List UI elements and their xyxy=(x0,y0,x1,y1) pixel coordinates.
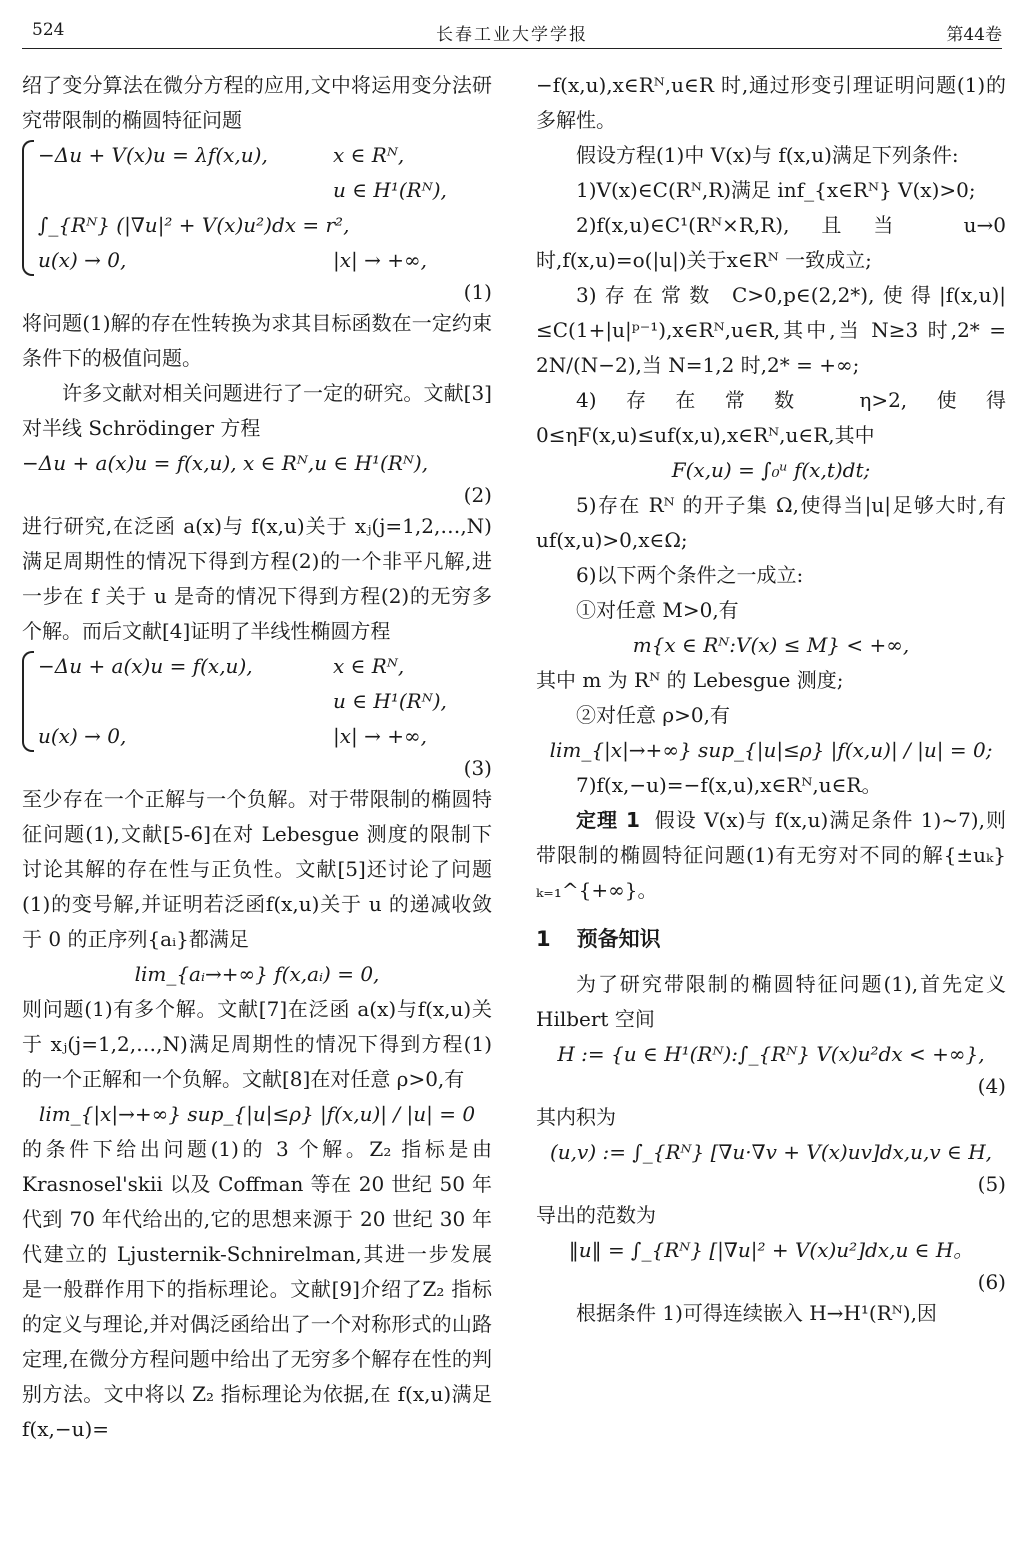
equation-number: (2) xyxy=(463,483,492,507)
paragraph: 至少存在一个正解与一个负解。对于带限制的椭圆特征问题(1),文献[5-6]在对 Lebesgue 测度的限制下讨论其解的存在性与正负性。文献[5]还讨论了问题(1)的变号解,并证明若泛函f(x,u)关于 u 的递减收敛于 0 的正序列{aᵢ}都满足 xyxy=(22,787,492,951)
equation-4: H := {u ∈ H¹(Rᴺ):∫_{Rᴺ} V(x)u²dx < +∞}, xyxy=(557,1042,985,1066)
condition-4: 4)存在常数 η>2,使得 0≤ηF(x,u)≤uf(x,u),x∈Rᴺ,u∈R,其中 xyxy=(536,388,1006,447)
paragraph: 将问题(1)解的存在性转换为求其目标函数在一定约束条件下的极值问题。 xyxy=(22,311,492,370)
paragraph: 其中 m 为 Rᴺ 的 Lebesgue 测度; xyxy=(536,668,844,692)
equation-F: F(x,u) = ∫₀ᵘ f(x,t)dt; xyxy=(671,458,871,482)
theorem-label: 定理 1 xyxy=(576,808,640,832)
eq-line: |x| → +∞, xyxy=(333,724,428,748)
paragraph: 为了研究带限制的椭圆特征问题(1),首先定义 Hilbert 空间 xyxy=(536,972,1006,1031)
condition-2: 2)f(x,u)∈C¹(Rᴺ×R,R),且当 u→0 时,f(x,u)=o(|u|)关于x∈Rᴺ 一致成立; xyxy=(536,213,1006,272)
eq-line: u(x) → 0, xyxy=(38,724,127,748)
left-column xyxy=(22,68,492,1447)
equation-2: −Δu + a(x)u = f(x,u), x ∈ Rᴺ,u ∈ H¹(Rᴺ), xyxy=(22,451,429,475)
section-title: 预备知识 xyxy=(576,927,661,951)
equation-number: (3) xyxy=(463,756,492,780)
eq-line: x ∈ Rᴺ, xyxy=(333,654,405,678)
eq-line: u(x) → 0, xyxy=(38,248,127,272)
condition-7: 7)f(x,−u)=−f(x,u),x∈Rᴺ,u∈R。 xyxy=(576,773,882,797)
paragraph: 许多文献对相关问题进行了一定的研究。文献[3]对半线 Schrödinger 方程 xyxy=(22,381,492,440)
equation-5: (u,v) := ∫_{Rᴺ} [∇u·∇v + V(x)uv]dx,u,v ∈ H, xyxy=(549,1140,992,1164)
paragraph: 的条件下给出问题(1)的 3 个解。Z₂ 指标是由Krasnosel'skii 以及 Coffman 等在 20 世纪 50 年代到 70 年代给出的,它的思想来源于 20 世纪 30 年代建立的 Ljusternik-Schnirelman,其进一步发展是一般群作用下的指标理论。文献[9]介绍了Z₂ 指标的定义与理论,并对偶泛函给出了一个对称形式的山路定理,在微分方程问题中给出了无穷多个解存在性的判别方法。文中将以 Z₂ 指标理论为依据,在 f(x,u)满足 f(x,−u)= xyxy=(22,1137,492,1441)
paragraph: −f(x,u),x∈Rᴺ,u∈R 时,通过形变引理证明问题(1)的多解性。 xyxy=(536,73,1006,132)
condition-3: 3)存在常数 C>0,p∈(2,2*),使得|f(x,u)|≤C(1+|u|ᵖ⁻¹),x∈Rᴺ,u∈R,其中,当 N≥3 时,2* = 2N/(N−2),当 N=1,2 时,2* = +∞; xyxy=(536,283,1006,377)
paragraph: 导出的范数为 xyxy=(536,1203,656,1227)
condition-6: 6)以下两个条件之一成立: xyxy=(576,563,804,587)
equation-measure: m{x ∈ Rᴺ:V(x) ≤ M} < +∞, xyxy=(632,633,910,657)
brace xyxy=(22,140,34,276)
equation-3 xyxy=(22,649,492,754)
right-column xyxy=(536,68,1006,1331)
condition-6a: ①对任意 M>0,有 xyxy=(576,598,739,622)
eq-line: −Δu + V(x)u = λf(x,u), xyxy=(38,143,268,167)
equation-6: ‖u‖ = ∫_{Rᴺ} [|∇u|² + V(x)u²]dx,u ∈ H。 xyxy=(568,1238,974,1262)
section-number: 1 xyxy=(536,927,551,951)
equation-number: (1) xyxy=(463,280,492,304)
eq-line: −Δu + a(x)u = f(x,u), xyxy=(38,654,253,678)
section-heading xyxy=(536,922,1006,957)
equation-limit: lim_{|x|→+∞} sup_{|u|≤ρ} |f(x,u)| / |u| = 0 xyxy=(38,1102,476,1126)
equation-limit: lim_{|x|→+∞} sup_{|u|≤ρ} |f(x,u)| / |u| = 0; xyxy=(549,738,993,762)
eq-line: x ∈ Rᴺ, xyxy=(333,143,405,167)
eq-line: u ∈ H¹(Rᴺ), xyxy=(333,178,447,202)
condition-6b: ②对任意 ρ>0,有 xyxy=(576,703,730,727)
eq-line: |x| → +∞, xyxy=(333,248,428,272)
equation-number: (6) xyxy=(977,1270,1006,1294)
eq-line: ∫_{Rᴺ} (|∇u|² + V(x)u²)dx = r², xyxy=(38,213,350,237)
equation-limit: lim_{aᵢ→+∞} f(x,aᵢ) = 0, xyxy=(134,962,380,986)
condition-1: 1)V(x)∈C(Rᴺ,R)满足 inf_{x∈Rᴺ} V(x)>0; xyxy=(576,178,976,202)
running-header xyxy=(22,18,1002,49)
paragraph: 假设方程(1)中 V(x)与 f(x,u)满足下列条件: xyxy=(576,143,959,167)
brace xyxy=(22,651,34,752)
paragraph: 绍了变分算法在微分方程的应用,文中将运用变分法研究带限制的椭圆特征问题 xyxy=(22,73,492,132)
journal-title: 长春工业大学学报 xyxy=(436,25,588,45)
equation-number: (5) xyxy=(977,1172,1006,1196)
paragraph: 则问题(1)有多个解。文献[7]在泛函 a(x)与f(x,u)关于 xⱼ(j=1,2,…,N)满足周期性的情况下得到方程(1)的一个正解和一个负解。文献[8]在对任意 ρ>0,有 xyxy=(22,997,492,1091)
condition-5: 5)存在 Rᴺ 的开子集 Ω,使得当|u|足够大时,有 uf(x,u)>0,x∈Ω; xyxy=(536,493,1006,552)
paragraph: 其内积为 xyxy=(536,1105,616,1129)
theorem-1 xyxy=(536,803,1006,908)
equation-number: (4) xyxy=(977,1074,1006,1098)
paragraph: 根据条件 1)可得连续嵌入 H→H¹(Rᴺ),因 xyxy=(576,1301,937,1325)
volume-label: 第44卷 xyxy=(946,25,1002,45)
paragraph: 进行研究,在泛函 a(x)与 f(x,u)关于 xⱼ(j=1,2,…,N)满足周期性的情况下得到方程(2)的一个非平凡解,进一步在 f 关于 u 是奇的情况下得到方程(2)的无穷多个解。而后文献[4]证明了半线性椭圆方程 xyxy=(22,514,492,643)
equation-1 xyxy=(22,138,492,278)
eq-line: u ∈ H¹(Rᴺ), xyxy=(333,689,447,713)
page-number: 524 xyxy=(32,20,65,40)
theorem-text: 假设 V(x)与 f(x,u)满足条件 1)~7),则带限制的椭圆特征问题(1)有无穷对不同的解{±uₖ}ₖ₌₁^{+∞}。 xyxy=(536,808,1006,902)
